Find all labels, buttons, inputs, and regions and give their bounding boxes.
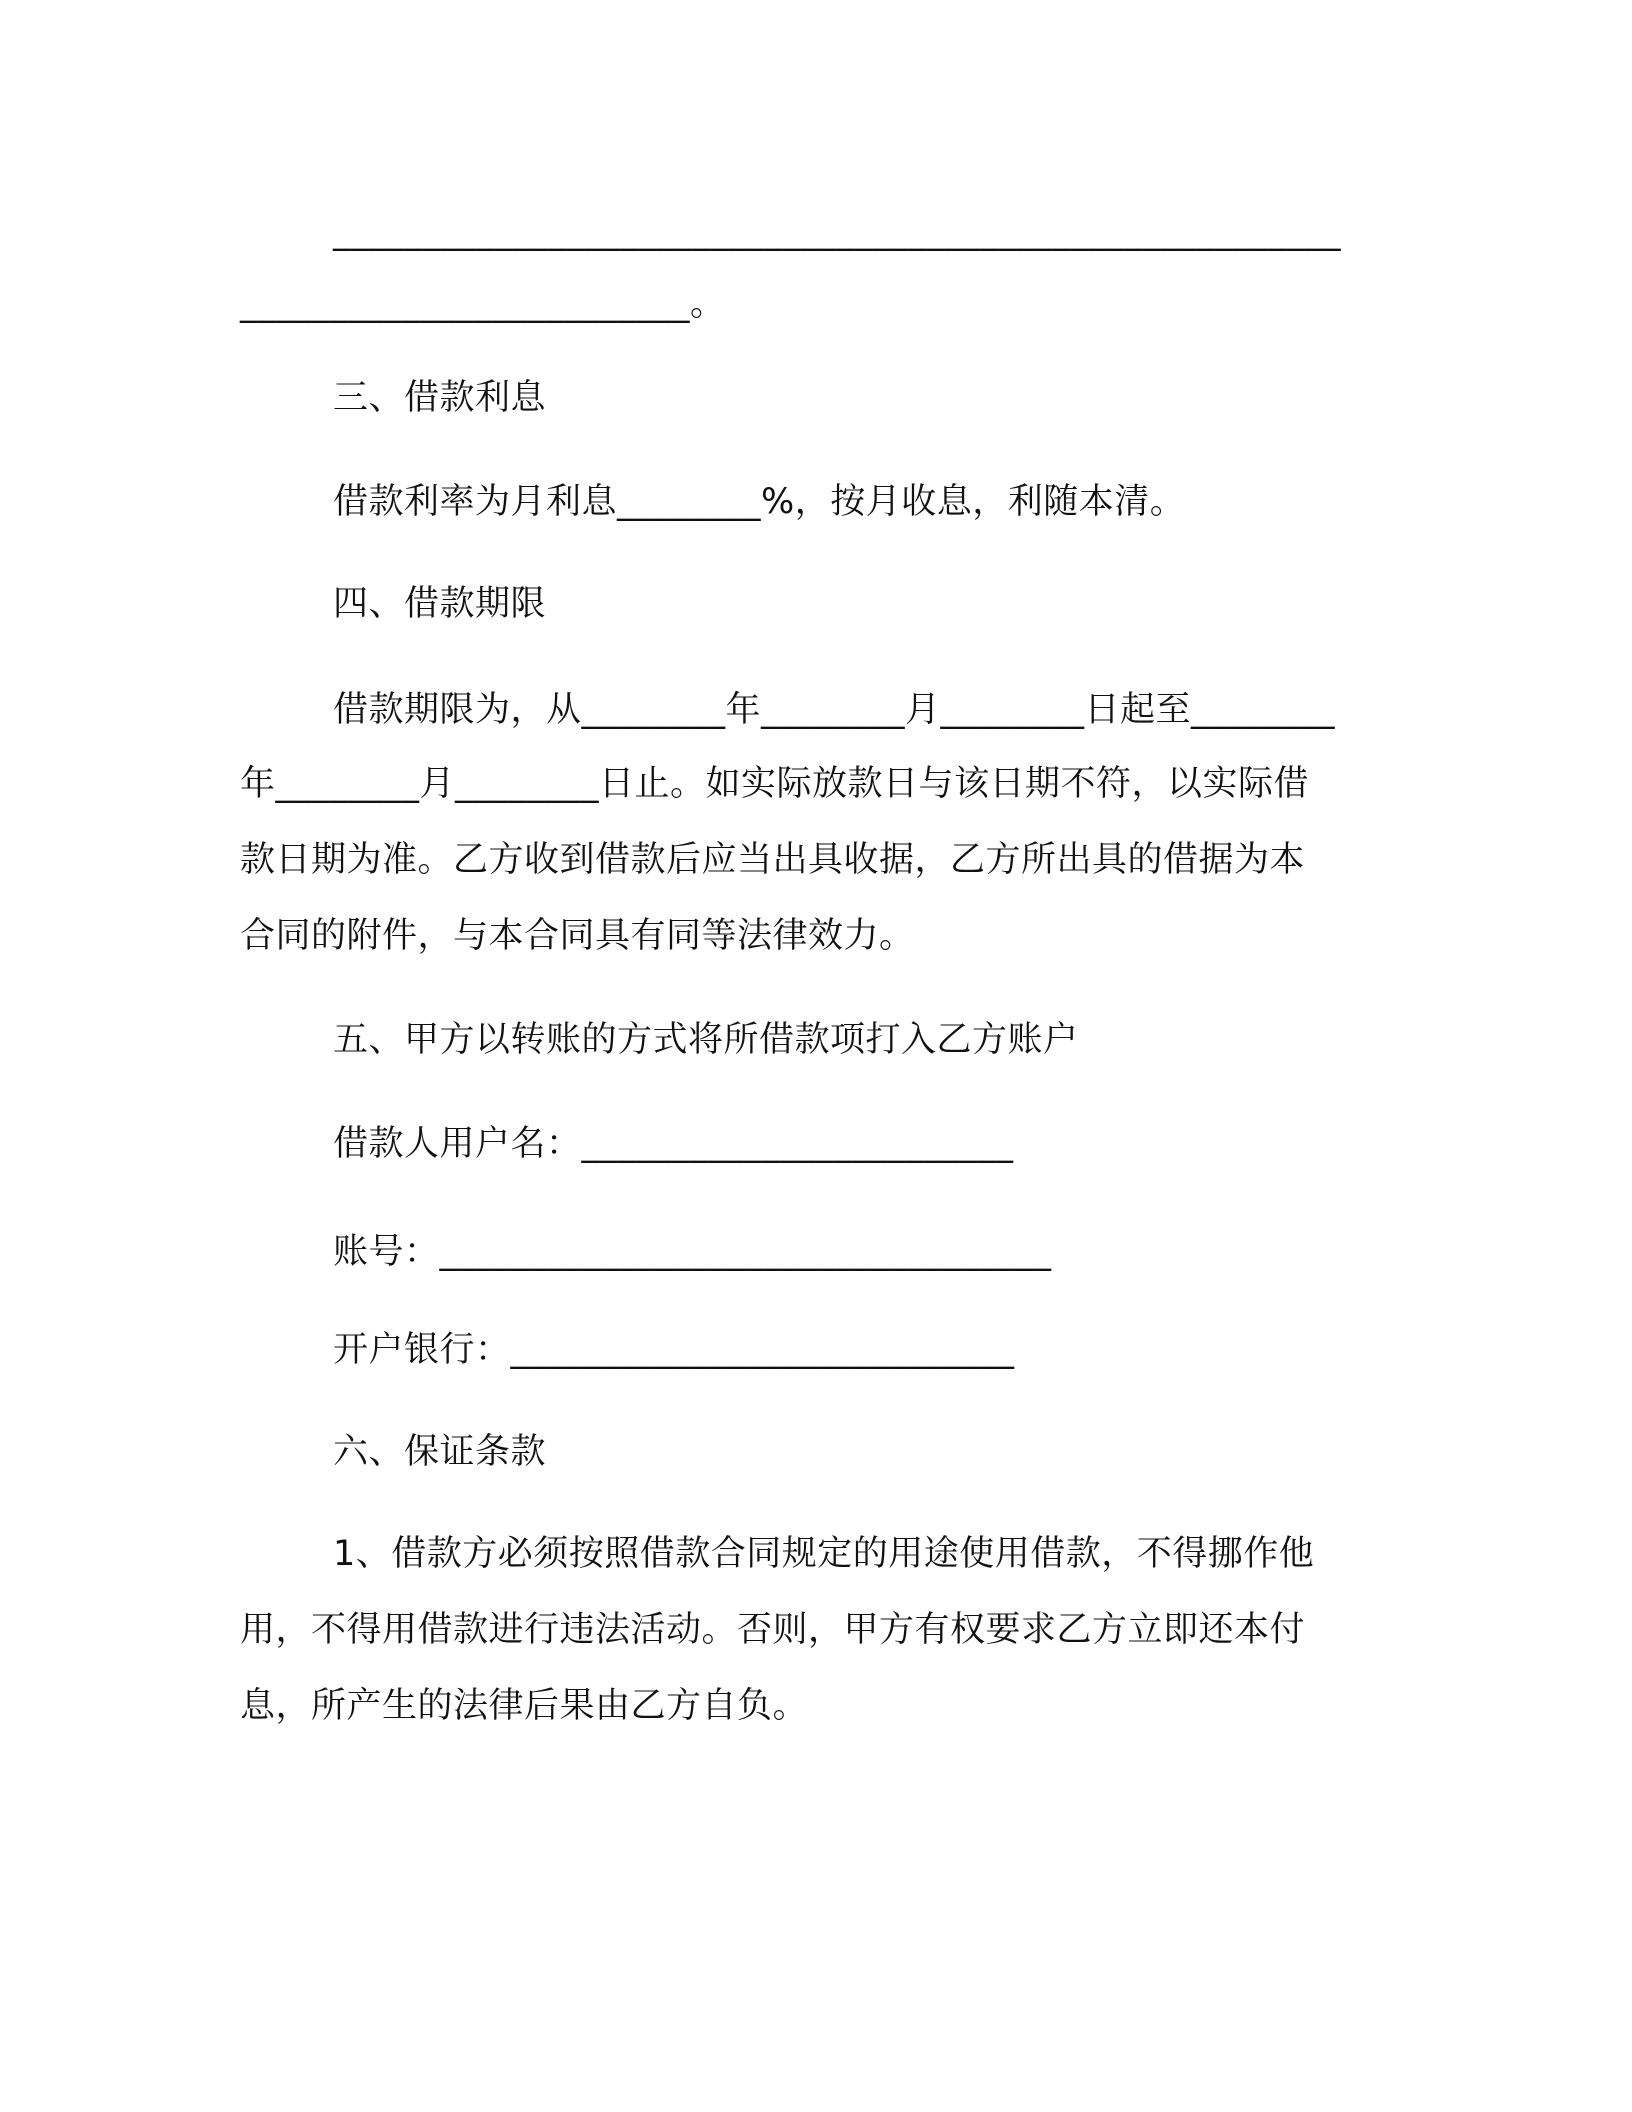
field-borrower-username: 借款人用户名：________________________ [333,1124,1014,1164]
paragraph-guarantee-line-2: 用，不得用借款进行违法活动。否则，甲方有权要求乙方立即还本付 [240,1610,1306,1650]
paragraph-guarantee-line-3: 息，所产生的法律后果由乙方自负。 [240,1686,809,1726]
paragraph-term-line-2: 年________月________日止。如实际放款日与该日期不符，以实际借 [240,764,1310,804]
paragraph-term-line-4: 合同的附件，与本合同具有同等法律效力。 [240,916,915,956]
section-heading-term: 四、借款期限 [333,584,547,624]
paragraph-term-line-3: 款日期为准。乙方收到借款后应当出具收据，乙方所出具的借据为本 [240,840,1306,880]
section-heading-guarantee: 六、保证条款 [333,1432,547,1472]
blank-fill-line-end: _________________________。 [240,284,726,324]
paragraph-interest-rate: 借款利率为月利息________%，按月收息，利随本清。 [333,482,1186,522]
section-heading-transfer: 五、甲方以转账的方式将所借款项打入乙方账户 [333,1020,1079,1060]
paragraph-term-line-1: 借款期限为，从________年________月________日起至________ [333,690,1336,730]
blank-fill-line: ________________________________________________________ [333,212,1341,252]
section-heading-interest: 三、借款利息 [333,378,547,418]
paragraph-guarantee-line-1: 1、借款方必须按照借款合同规定的用途使用借款，不得挪作他 [333,1534,1315,1574]
field-account-number: 账号：__________________________________ [333,1232,1052,1272]
field-bank-name: 开户银行：____________________________ [333,1330,1015,1370]
